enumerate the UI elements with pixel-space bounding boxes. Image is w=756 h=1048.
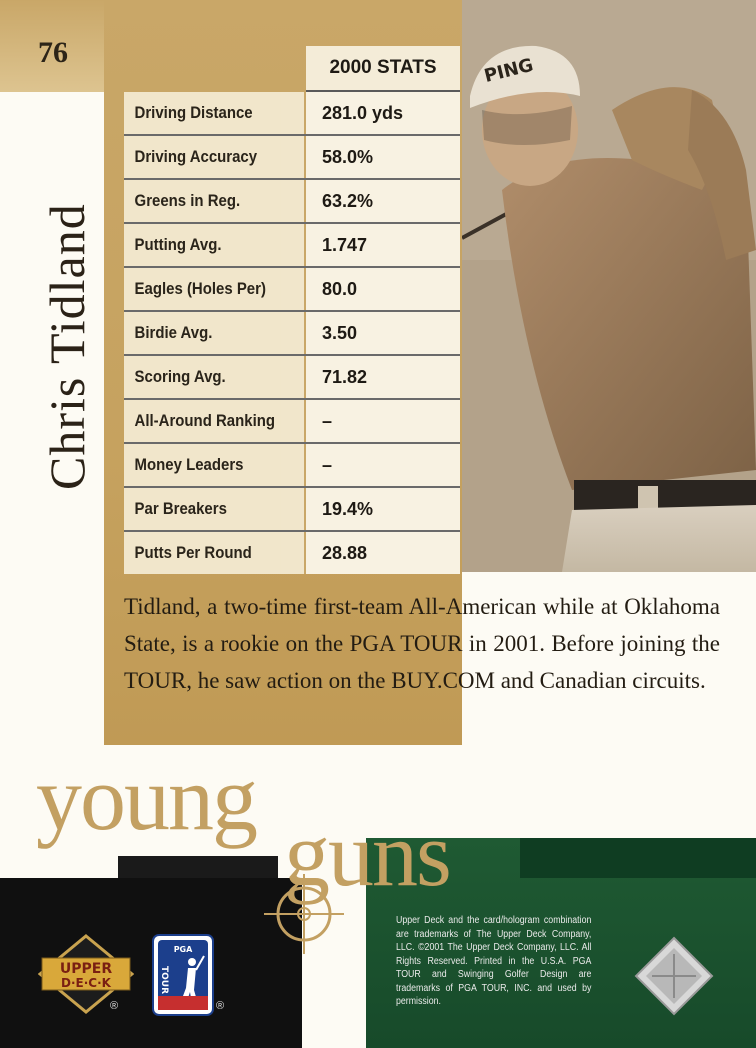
stat-label: Par Breakers: [124, 488, 281, 530]
title-guns: guns: [284, 803, 450, 905]
stat-row: [124, 92, 460, 136]
stat-label: Birdie Avg.: [124, 312, 281, 354]
stat-value: 58.0%: [306, 136, 460, 178]
crosshair-icon: [262, 872, 346, 956]
card-number: 76: [38, 36, 68, 69]
registered-mark: ®: [216, 1000, 225, 1012]
registered-mark: ®: [110, 1000, 119, 1012]
stat-value: 19.4%: [306, 488, 460, 530]
stat-label: All-Around Ranking: [124, 400, 281, 442]
stat-value: 63.2%: [306, 180, 460, 222]
stat-label: Eagles (Holes Per): [124, 268, 281, 310]
title-young: young: [36, 747, 256, 849]
player-name: Chris Tidland: [39, 203, 95, 490]
stat-value: 71.82: [306, 356, 460, 398]
stat-row: [124, 224, 460, 268]
stat-value: 3.50: [306, 312, 460, 354]
golfer-illustration: [462, 0, 756, 572]
stat-label: Putts Per Round: [124, 532, 281, 574]
legal-text: Upper Deck and the card/hologram combination are trademarks of The Upper Deck Company, LLC. ©2001 The Upper Deck Company, LLC. All Rights Reserved. Printed in the U.S.A. PGA TOUR and Swinging Golfer Design are trademarks of PGA TOUR, INC. and used by permission.: [396, 915, 592, 1007]
stat-label: Scoring Avg.: [124, 356, 281, 398]
stat-row: [124, 488, 460, 532]
pga-tour-logo: [152, 934, 214, 1016]
cap-logo: PING: [482, 54, 536, 88]
stat-value: 28.88: [306, 532, 460, 574]
stat-value: 1.747: [306, 224, 460, 266]
stat-value: 80.0: [306, 268, 460, 310]
pga-logo-tour-text: TOUR: [159, 965, 169, 995]
golfer-photo: [462, 0, 756, 572]
hologram-icon: [634, 936, 714, 1016]
player-bio: Tidland, a two-time first-team All-American while at Oklahoma State, is a rookie on the PGA TOUR in 2001. Before joining the TOUR, he saw action on the BUY.COM and Canadian circuits.: [124, 594, 720, 693]
stat-row: [124, 400, 460, 444]
stat-label: Driving Accuracy: [124, 136, 281, 178]
stat-row: [124, 444, 460, 488]
stat-row: [124, 312, 460, 356]
upper-deck-logo: [38, 934, 134, 1014]
upper-deck-logo-text-1: UPPER: [59, 961, 113, 977]
stat-value: 281.0 yds: [306, 92, 460, 134]
stat-row: [124, 180, 460, 224]
stat-label: Putting Avg.: [124, 224, 281, 266]
pga-logo-text: PGA: [173, 945, 193, 954]
stat-row: [124, 268, 460, 312]
upper-deck-logo-text-2: D·E·C·K: [61, 976, 111, 990]
green-panel-top: [520, 838, 756, 878]
stat-row: [124, 356, 460, 400]
stat-row: [124, 532, 460, 574]
stat-value: –: [306, 444, 460, 486]
stat-label: Driving Distance: [124, 92, 281, 134]
stats-header: 2000 STATS: [306, 46, 460, 92]
stat-value: –: [306, 400, 460, 442]
stat-row: [124, 136, 460, 180]
stat-label: Greens in Reg.: [124, 180, 281, 222]
stat-label: Money Leaders: [124, 444, 281, 486]
